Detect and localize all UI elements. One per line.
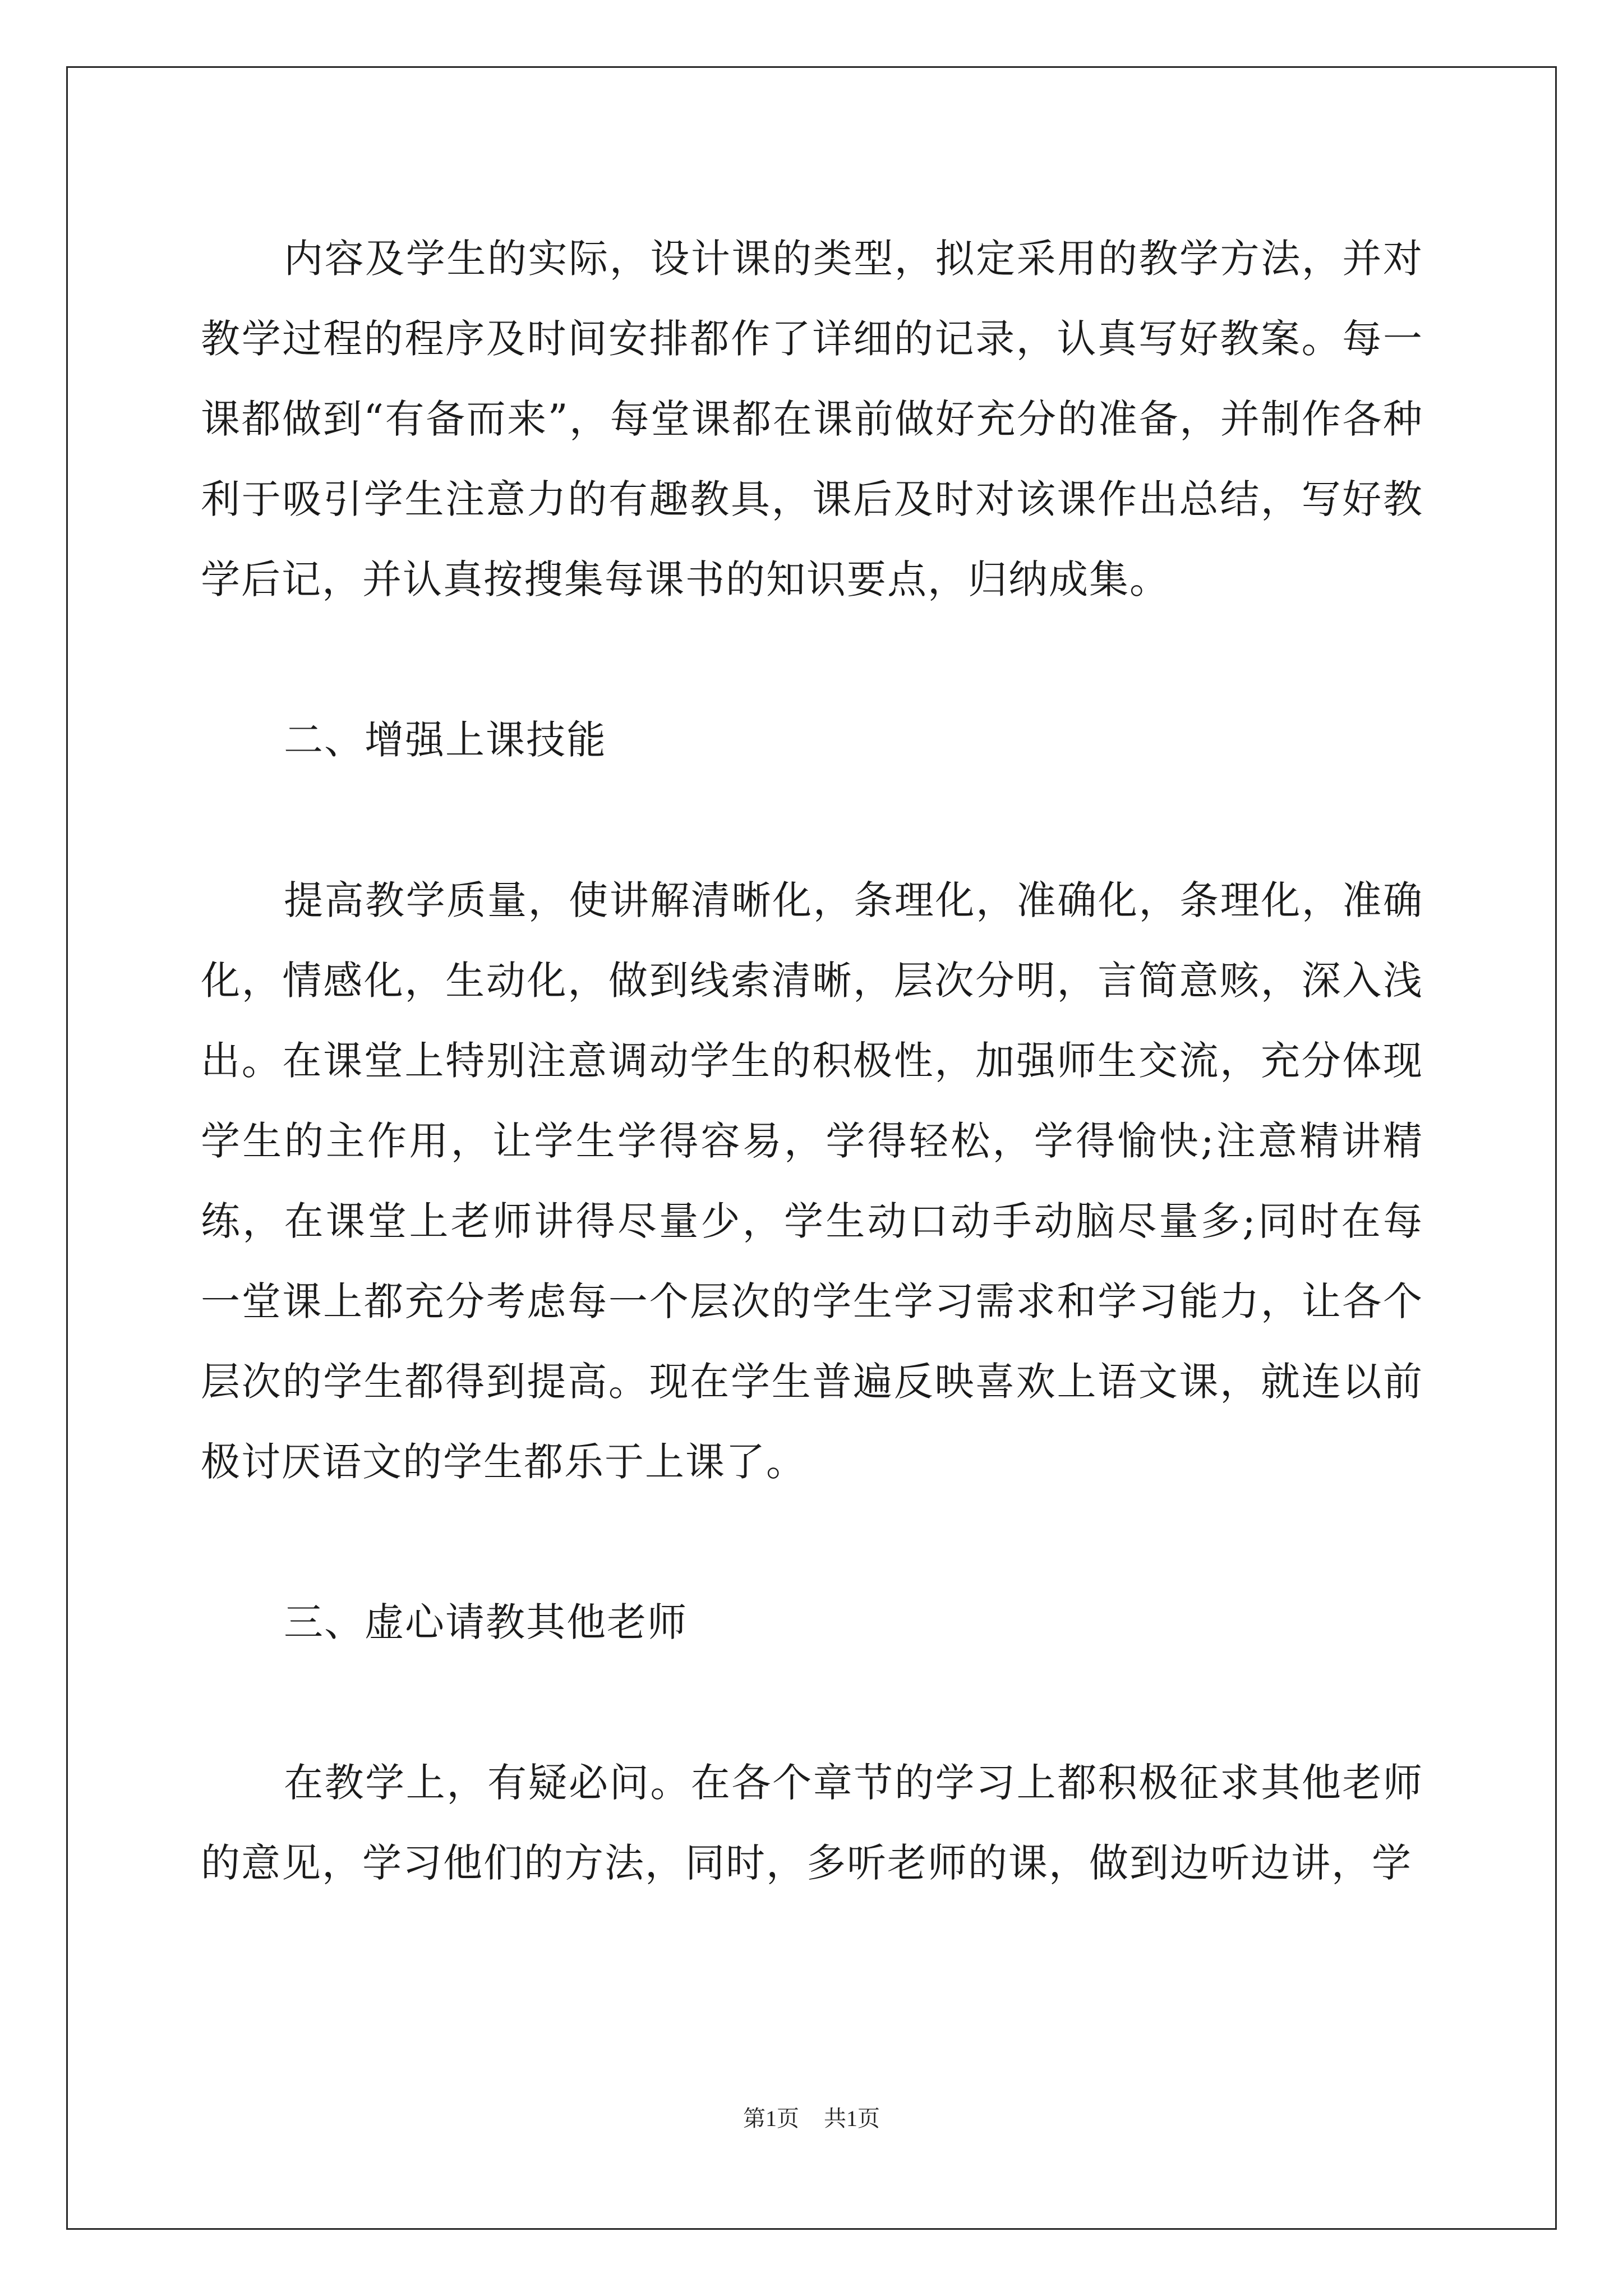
page-number-total: 共1页 bbox=[824, 2106, 880, 2131]
paragraph-lesson-prep: 内容及学生的实际，设计课的类型，拟定采用的教学方法，并对教学过程的程序及时间安排都作了详细的记录，认真写好教案。每一课都做到“有备而来”，每堂课都在课前做好充分的准备，并制作各种利于吸引学生注意力的有趣教具，课后及时对该课作出总结，写好教学后记，并认真按搜集每课书的知识要点，归纳成集。 bbox=[201, 236, 1423, 602]
paragraph-teaching-quality: 提高教学质量，使讲解清晰化，条理化，准确化，条理化，准确化，情感化，生动化，做到线索清晰，层次分明，言简意赅，深入浅出。在课堂上特别注意调动学生的积极性，加强师生交流，充分体现学生的主作用，让学生学得容易，学得轻松，学得愉快;注意精讲精练，在课堂上老师讲得尽量少，学生动口动手动脑尽量多;同时在每一堂课上都充分考虑每一个层次的学生学习需求和学习能力，让各个层次的学生都得到提高。现在学生普遍反映喜欢上语文课，就连以前极讨厌语文的学生都乐于上课了。 bbox=[201, 877, 1423, 1485]
document-body bbox=[201, 219, 1423, 1903]
heading-improve-teaching-skills: 二、增强上课技能 bbox=[284, 717, 607, 763]
page-footer bbox=[0, 2105, 1623, 2133]
paragraph-ask-questions: 在教学上，有疑必问。在各个章节的学习上都积极征求其他老师的意见，学习他们的方法，同时，多听老师的课，做到边听边讲，学 bbox=[201, 1760, 1423, 1886]
page-number-current: 第1页 bbox=[743, 2106, 799, 2131]
heading-consult-teachers: 三、虚心请教其他老师 bbox=[284, 1599, 688, 1645]
